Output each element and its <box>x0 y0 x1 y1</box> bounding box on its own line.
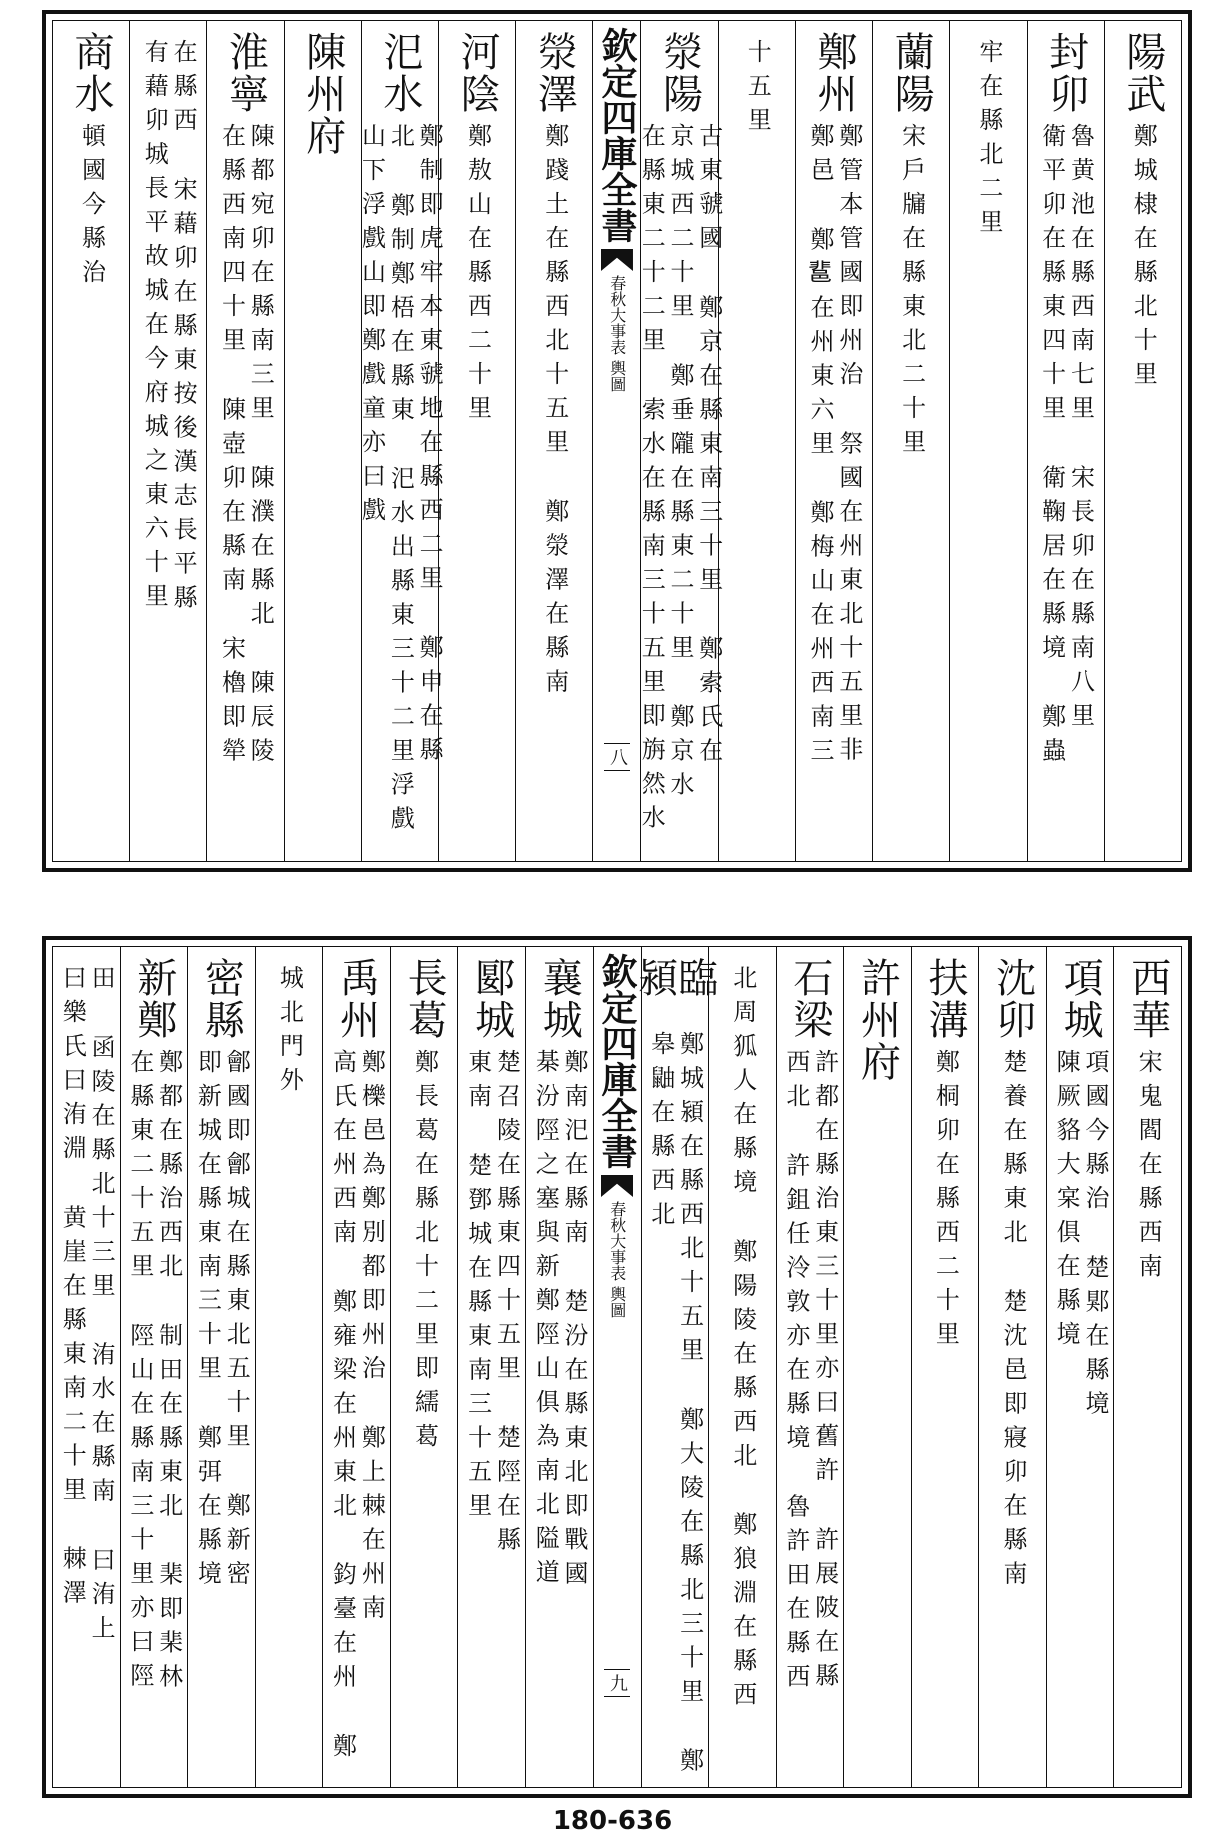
entry-col: 郾城 楚召陵在縣東四十五里 楚陘在縣 東南 楚鄧城在縣東南三十五里 <box>457 947 525 1787</box>
entry-col: 淮寧 陳都宛卯在縣南三里 陳濮在縣北 陳辰陵 在縣西南四十里 陳壺卯在縣南 宋櫓即犖 <box>206 21 283 861</box>
leaf-number: 九 <box>604 1669 630 1697</box>
entry-col: 牢在縣北二里 <box>949 21 1026 861</box>
folio-upper <box>42 10 1192 872</box>
entry-col: 滎陽 古東虢國 鄭京在縣東南三十里 鄭索氏在 京城西二十里 鄭垂隴在縣東二十里 鄭京水 在縣東二十二里 索水在縣南三十五里即旃然水 <box>640 21 717 861</box>
entry-col: 蘭陽 宋戶牖在縣東北二十里 <box>872 21 949 861</box>
entry-col: 禹州 鄭櫟邑為鄭別都即州治 鄭上棘在州南 高氏在州西南 鄭雍梁在州東北 鈞臺在州 鄭 <box>322 947 390 1787</box>
block-center-column <box>593 947 641 1787</box>
entry-col: 在縣西 宋藉卯在縣東按後漢志長平縣 有藉卯城長平故城在今府城之東六十里 <box>129 21 206 861</box>
entry-col: 滎澤 鄭踐土在縣西北十五里 鄭滎澤在縣南 <box>515 21 592 861</box>
entry-col: 北周狐人在縣境 鄭陽陵在縣西北 鄭狼淵在縣西 <box>708 947 776 1787</box>
series-title: 欽定四庫全書 <box>596 953 638 1169</box>
folio-lower <box>42 936 1192 1798</box>
entry-col: 新鄭 鄭都在縣治西北 制田在縣東北 棐即棐林 在縣東二十五里 陘山在縣南三十里亦曰陘 <box>120 947 188 1787</box>
entry-col: 西華 宋鬼閻在縣西南 <box>1113 947 1181 1787</box>
page-number-footer: 180-636 <box>552 1806 673 1836</box>
entry-col: 石梁 許都在縣治東三十里亦曰舊許 許展陂在縣 西北 許鉏任泠敦亦在縣境 魯許田在縣西 <box>776 947 844 1787</box>
fishtail-mark <box>601 249 633 271</box>
series-title: 欽定四庫全書 <box>595 27 638 243</box>
entry-col: 項城 項國今縣治 楚郹在縣境 陳厥貉大宲俱在縣境 <box>1046 947 1114 1787</box>
book-title: 春秋大事表 輿圖 <box>607 1201 627 1319</box>
block-center-column <box>592 21 640 861</box>
entry-col: 襄城 鄭南汜在縣南 楚汾在縣東北即戰國 棊汾陘之塞與新鄭陘山俱為南北隘道 <box>525 947 593 1787</box>
entry-col: 封卯 魯黄池在縣西南七里 宋長卯在縣南八里 衛平卯在縣東四十里 衛鞠居在縣境 鄭蟲 <box>1027 21 1104 861</box>
folio-upper-columns <box>52 20 1182 862</box>
entry-col: 密縣 鄶國即鄶城在縣東北五十里 鄭新密 即新城在縣東南三十里 鄭弭在縣境 <box>187 947 255 1787</box>
fishtail-mark <box>601 1175 633 1197</box>
entry-col: 長葛 鄭長葛在縣北十二里即繻葛 <box>390 947 458 1787</box>
entry-col: 扶溝 鄭桐卯在縣西二十里 <box>911 947 979 1787</box>
entry-col: 沈卯 楚養在縣東北 楚沈邑即寢卯在縣南 <box>978 947 1046 1787</box>
entry-col: 臨潁 鄭城潁在縣西北十五里 鄭大陵在縣北三十里 鄭皋鼬在縣西北 <box>641 947 709 1787</box>
entry-col: 城北門外 <box>255 947 323 1787</box>
entry-col: 田 函陵在縣北十三里 洧水在縣南 曰洧上 曰樂氏曰洧淵 黄崖在縣東南二十里 棘澤 <box>58 965 116 1649</box>
entry-col: 十五里 <box>718 21 795 861</box>
entry-col: 汜水 鄭制即虎牢本東虢地在縣西二里 鄭申在縣 北 鄭制鄭梧在縣東 汜水出縣東三十二里浮戲 山下浮戲山即鄭戲童亦曰戲 <box>361 21 438 861</box>
entry-col: 鄭州 鄭管本管國即州治 祭國在州東北十五里非 鄭邑 鄭𨛬在州東六里 鄭梅山在州西南三 <box>795 21 872 861</box>
entry-col: 許州府 <box>843 947 911 1787</box>
book-title: 春秋大事表 輿圖 <box>607 275 627 393</box>
entry-col: 河陰 鄭敖山在縣西二十里 <box>438 21 515 861</box>
entry-col: 陽武 鄭城棣在縣北十里 <box>1104 21 1181 861</box>
entry-col: 商水 頓國今縣治 <box>68 31 115 293</box>
folio-lower-columns <box>52 946 1182 1788</box>
leaf-number: 八 <box>604 743 630 771</box>
entry-col: 陳州府 <box>284 21 361 861</box>
